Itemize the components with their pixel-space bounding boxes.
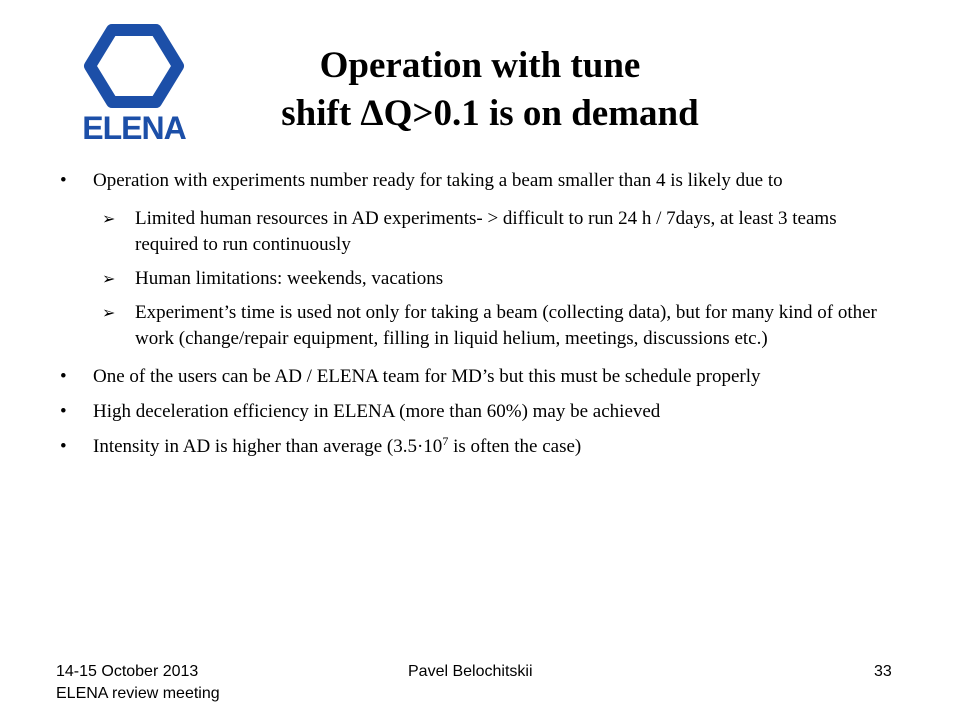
bullet-item — [60, 399, 900, 425]
arrow-bullet-icon: ➢ — [102, 303, 116, 322]
sub-bullet-item — [60, 300, 900, 352]
footer-author: Pavel Belochitskii — [408, 663, 533, 680]
sub-bullet-text: Experiment’s time is used not only for taking a beam (collecting data), but for many kind of other work (change/repair equipment, filling in liquid helium, meetings, discussions etc.) — [135, 302, 877, 349]
slide-content — [60, 168, 900, 469]
bullet-text: One of the users can be AD / ELENA team for MD’s but this must be schedule properly — [93, 366, 761, 387]
bullet-item — [60, 434, 900, 460]
bullet-item — [60, 168, 900, 194]
arrow-bullet-icon: ➢ — [102, 209, 116, 228]
sub-bullet-text: Limited human resources in AD experiments- > difficult to run 24 h / 7days, at least 3 teams required to run continuously — [135, 208, 837, 255]
intensity-text-end: is often the case) — [448, 436, 582, 457]
footer-date-block — [56, 661, 220, 705]
bullet-marker: • — [60, 436, 67, 457]
bullet-marker: • — [60, 401, 67, 422]
bullet-item — [60, 364, 900, 390]
elena-logo — [78, 22, 190, 146]
sub-bullet-item — [60, 206, 900, 258]
sub-bullet-list — [60, 206, 900, 352]
sub-bullet-text: Human limitations: weekends, vacations — [135, 268, 444, 289]
bullet-marker: • — [60, 170, 67, 191]
exponent: 7 — [442, 434, 449, 448]
title-line-1: Operation with tune — [319, 45, 641, 86]
page-number: 33 — [874, 663, 892, 680]
bullet-text: High deceleration efficiency in ELENA (more than 60%) may be achieved — [93, 401, 661, 422]
arrow-bullet-icon: ➢ — [102, 269, 116, 288]
footer-date: 14-15 October 2013 — [56, 663, 199, 680]
logo-text: ELENA — [82, 110, 186, 146]
slide-title — [200, 42, 760, 138]
elena-hexagon-icon — [78, 22, 190, 112]
title-line-2: shift ΔQ>0.1 is on demand — [281, 93, 699, 134]
sub-bullet-item — [60, 266, 900, 292]
bullet-text — [93, 436, 581, 457]
bullet-marker: • — [60, 366, 67, 387]
intensity-text: Intensity in AD is higher than average (3.5·10 — [93, 436, 443, 457]
bullet-text: Operation with experiments number ready for taking a beam smaller than 4 is likely due to — [93, 170, 783, 191]
footer-meeting: ELENA review meeting — [56, 685, 220, 702]
